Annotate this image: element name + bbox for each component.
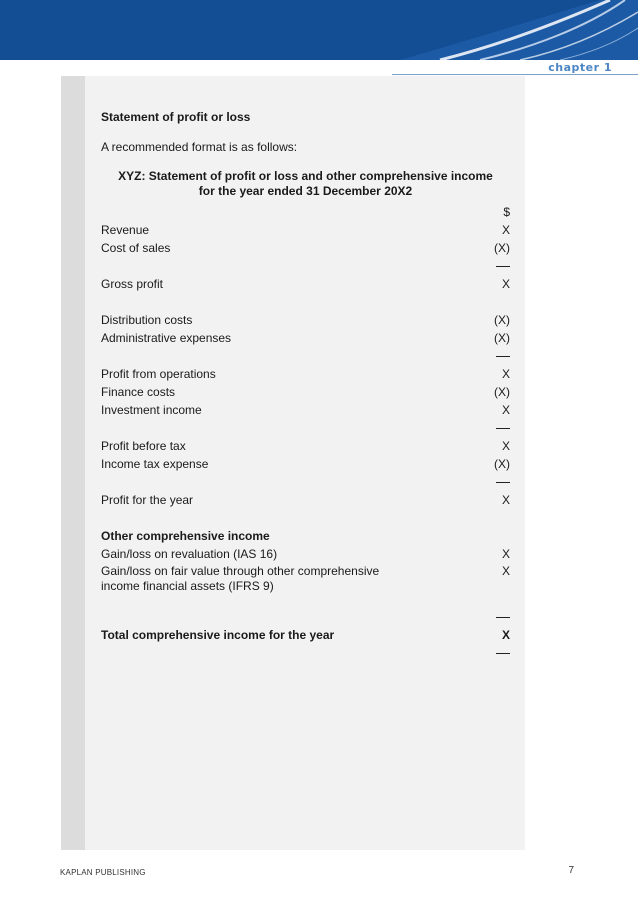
subtotal-rule bbox=[101, 419, 510, 437]
currency-symbol: $ bbox=[503, 205, 510, 219]
row-label: Revenue bbox=[101, 223, 150, 237]
row-value: X bbox=[501, 628, 510, 642]
row-profit-for-year bbox=[101, 491, 510, 509]
row-value: X bbox=[501, 439, 510, 453]
row-label: Finance costs bbox=[101, 385, 176, 399]
footer-publisher: KAPLAN PUBLISHING bbox=[60, 868, 146, 877]
header-banner bbox=[0, 0, 638, 60]
row-value: X bbox=[501, 564, 510, 578]
row-value: X bbox=[501, 223, 510, 237]
row-gain-revaluation bbox=[101, 545, 510, 563]
row-value: (X) bbox=[494, 331, 510, 345]
row-total-comprehensive bbox=[101, 626, 510, 644]
subtotal-rule bbox=[101, 608, 510, 626]
row-value: X bbox=[501, 493, 510, 507]
chapter-rule bbox=[392, 74, 638, 75]
subtotal-rule bbox=[101, 257, 510, 275]
intro-text: A recommended format is as follows: bbox=[101, 140, 298, 154]
row-finance-costs bbox=[101, 383, 510, 401]
row-label: Gross profit bbox=[101, 277, 164, 291]
row-label: Administrative expenses bbox=[101, 331, 232, 345]
row-profit-from-operations bbox=[101, 365, 510, 383]
row-value: (X) bbox=[494, 241, 510, 255]
row-label: Gain/loss on revaluation (IAS 16) bbox=[101, 547, 278, 561]
currency-row bbox=[101, 203, 510, 221]
row-value: X bbox=[501, 403, 510, 417]
statement-title-line1: XYZ: Statement of profit or loss and other comprehensive income bbox=[118, 169, 493, 183]
row-gross-profit bbox=[101, 275, 510, 293]
row-label: Investment income bbox=[101, 403, 202, 417]
row-investment-income bbox=[101, 401, 510, 419]
row-label: Profit from operations bbox=[101, 367, 216, 381]
row-label: Distribution costs bbox=[101, 313, 193, 327]
row-gain-fair-value bbox=[101, 563, 510, 594]
row-label: Total comprehensive income for the year bbox=[101, 628, 335, 642]
statement-title-line2: for the year ended 31 December 20X2 bbox=[198, 184, 413, 198]
row-label: Gain/loss on fair value through other comprehensive income financial assets (IFRS 9) bbox=[101, 564, 380, 593]
row-distribution-costs bbox=[101, 311, 510, 329]
row-value: (X) bbox=[494, 385, 510, 399]
row-value: X bbox=[501, 277, 510, 291]
row-administrative-expenses bbox=[101, 329, 510, 347]
row-value: X bbox=[501, 547, 510, 561]
row-label: Cost of sales bbox=[101, 241, 171, 255]
row-revenue bbox=[101, 221, 510, 239]
row-income-tax-expense bbox=[101, 455, 510, 473]
oci-heading bbox=[101, 527, 510, 545]
row-value: X bbox=[501, 367, 510, 381]
row-label: Profit before tax bbox=[101, 439, 186, 453]
subtotal-rule bbox=[101, 473, 510, 491]
row-label: Profit for the year bbox=[101, 493, 194, 507]
subtotal-rule bbox=[101, 347, 510, 365]
section-title: Statement of profit or loss bbox=[101, 110, 251, 124]
statement-content bbox=[101, 110, 510, 662]
row-cost-of-sales bbox=[101, 239, 510, 257]
total-rule bbox=[101, 644, 510, 662]
oci-heading-label: Other comprehensive income bbox=[101, 529, 270, 543]
row-value: (X) bbox=[494, 313, 510, 327]
page-number: 7 bbox=[568, 865, 574, 876]
statement-title bbox=[101, 169, 510, 199]
row-value: (X) bbox=[494, 457, 510, 471]
panel-side-strip bbox=[61, 76, 85, 850]
row-profit-before-tax bbox=[101, 437, 510, 455]
row-label: Income tax expense bbox=[101, 457, 209, 471]
chapter-label: chapter 1 bbox=[548, 61, 612, 74]
